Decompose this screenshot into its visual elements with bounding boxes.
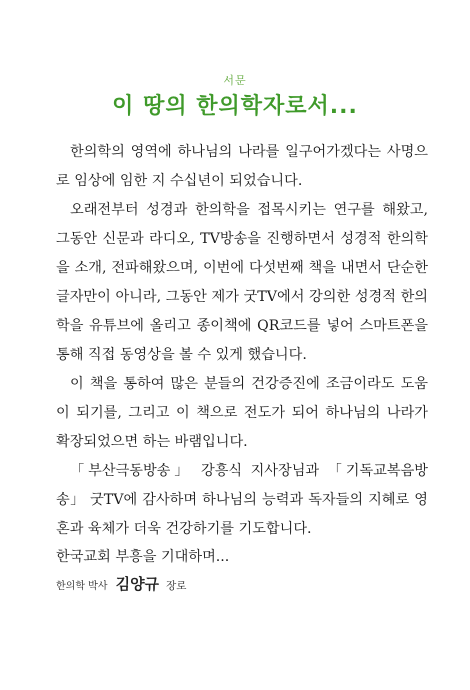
body-text <box>56 138 428 544</box>
signature <box>56 573 428 594</box>
paragraph-3: 이 책을 통하여 많은 분들의 건강증진에 조금이라도 도움이 되기를, 그리고 이 책으로 전도가 되어 하나님의 나라가 확장되었으면 하는 바램입니다. <box>56 376 428 450</box>
paragraph-1: 한의학의 영역에 하나님의 나라를 일구어가겠다는 사명으로 임상에 임한 지 수십년이 되었습니다. <box>56 144 428 189</box>
signature-name: 김양규 <box>115 575 160 593</box>
page-title: 이 땅의 한의학자로서... <box>112 94 358 119</box>
paragraph-2: 오래전부터 성경과 한의학을 접목시키는 연구를 해왔고, 그동안 신문과 라디오, TV방송을 진행하면서 성경적 한의학을 소개, 전파해왔으며, 이번에 다섯번째 책을 내면서 단순한 글자만이 아니라, 그동안 제가 굿TV에서 강의한 성경적 한의학을 유튜브에 올리고 종이책에 QR코드를 넣어 스마트폰을 통해 직접 동영상을 볼 수 있게 했습니다. <box>56 202 428 363</box>
section-label: 서문 <box>223 74 247 87</box>
closing-line: 한국교회 부흥을 기대하며... <box>56 549 230 565</box>
signature-role: 장로 <box>166 580 187 592</box>
signature-title: 한의학 박사 <box>56 581 108 592</box>
paragraph-4: 「부산극동방송」 강흥식 지사장님과 「기독교복음방송」 굿TV에 감사하며 하나님의 능력과 독자들의 지혜로 영혼과 육체가 더욱 건강하기를 기도합니다. <box>56 463 428 537</box>
